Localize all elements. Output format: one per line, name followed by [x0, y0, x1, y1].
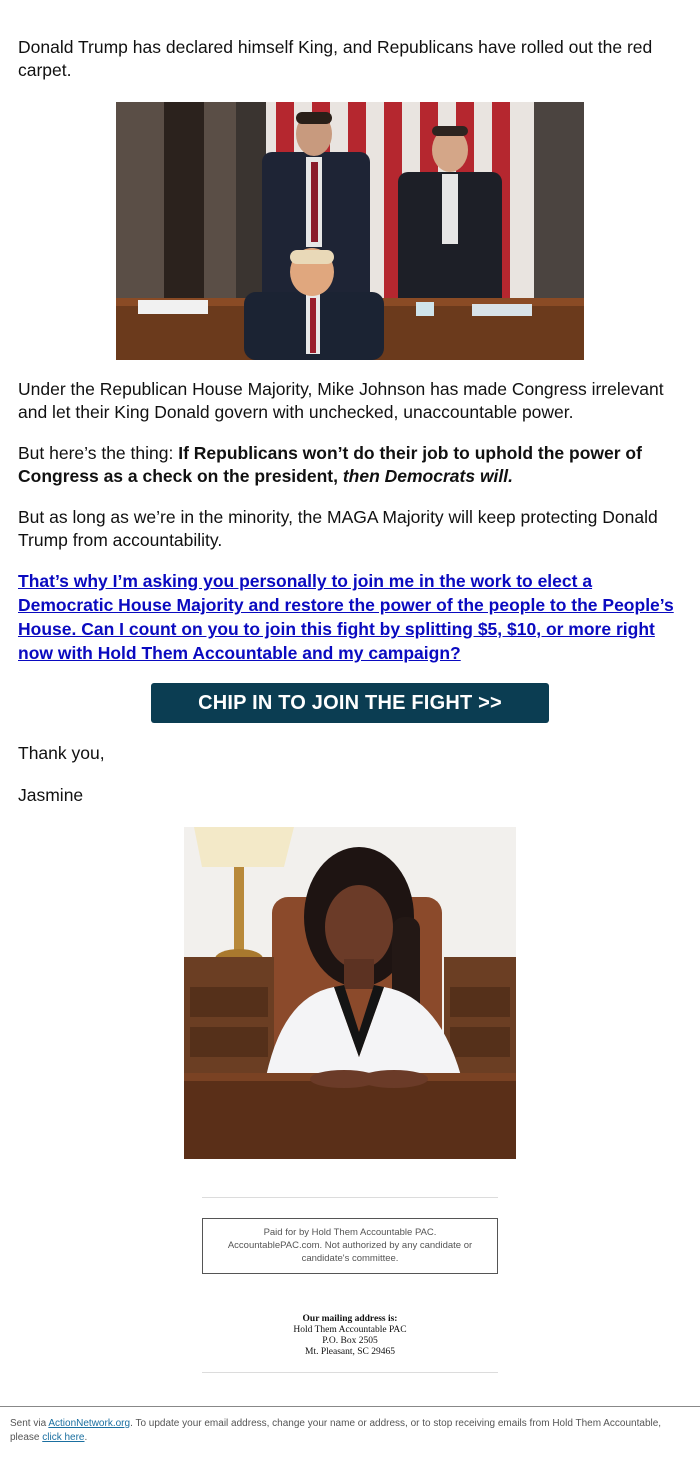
heres-the-thing-paragraph — [18, 442, 682, 488]
footer-divider-top — [202, 1197, 498, 1198]
signature: Jasmine — [18, 785, 84, 805]
disclaimer-line-2: AccountablePAC.com. Not authorized by any candidate or — [227, 1240, 473, 1251]
click-here-link[interactable]: click here — [42, 1432, 85, 1443]
congress-photo — [116, 102, 584, 360]
house-majority-paragraph: Under the Republican House Majority, Mike Johnson has made Congress irrelevant and let their King Donald govern with unchecked, unaccountable power. — [18, 379, 664, 422]
intro-paragraph: Donald Trump has declared himself King, and Republicans have rolled out the red carpet. — [18, 37, 653, 80]
candidate-portrait — [184, 827, 516, 1159]
footer-divider-bottom — [202, 1372, 498, 1373]
paid-for-disclaimer — [202, 1218, 498, 1274]
thing-italic: then Democrats will. — [342, 466, 514, 486]
thing-lead: But here’s the thing: — [18, 443, 179, 463]
mailing-box: P.O. Box 2505 — [322, 1336, 378, 1346]
unsubscribe-footer — [0, 1406, 700, 1445]
chip-in-button[interactable]: CHIP IN TO JOIN THE FIGHT >> — [151, 683, 549, 723]
footer-middle: . To update your email address, change your name or address, or to stop receiving emails from Hold Them Accountable, please — [10, 1418, 662, 1443]
minority-paragraph: But as long as we’re in the minority, the MAGA Majority will keep protecting Donald Trump from accountability. — [18, 507, 658, 550]
mailing-address — [18, 1314, 682, 1358]
sign-off: Thank you, — [18, 743, 105, 763]
mailing-heading: Our mailing address is: — [302, 1314, 398, 1324]
action-network-link[interactable]: ActionNetwork.org — [48, 1418, 131, 1429]
footer-suffix: . — [84, 1432, 88, 1443]
cta-container — [18, 683, 682, 723]
ask-paragraph — [18, 569, 682, 665]
disclaimer-line-1: Paid for by Hold Them Accountable PAC. — [263, 1227, 437, 1238]
footer-prefix: Sent via — [10, 1418, 49, 1429]
mailing-city: Mt. Pleasant, SC 29465 — [305, 1347, 395, 1357]
donate-ask-link[interactable]: That’s why I’m asking you personally to join me in the work to elect a Democratic House Majority and restore the power of the people to the People’s House. Can I count on you to join this fight by splitting $5, $10, or more right now with Hold Them Accountable and my campaign? — [18, 571, 674, 663]
mailing-org: Hold Them Accountable PAC — [293, 1325, 407, 1335]
thing-bold: If Republicans won’t do their job to uphold the power of Congress as a check on the president, — [18, 443, 642, 486]
disclaimer-line-3: candidate's committee. — [301, 1253, 399, 1264]
